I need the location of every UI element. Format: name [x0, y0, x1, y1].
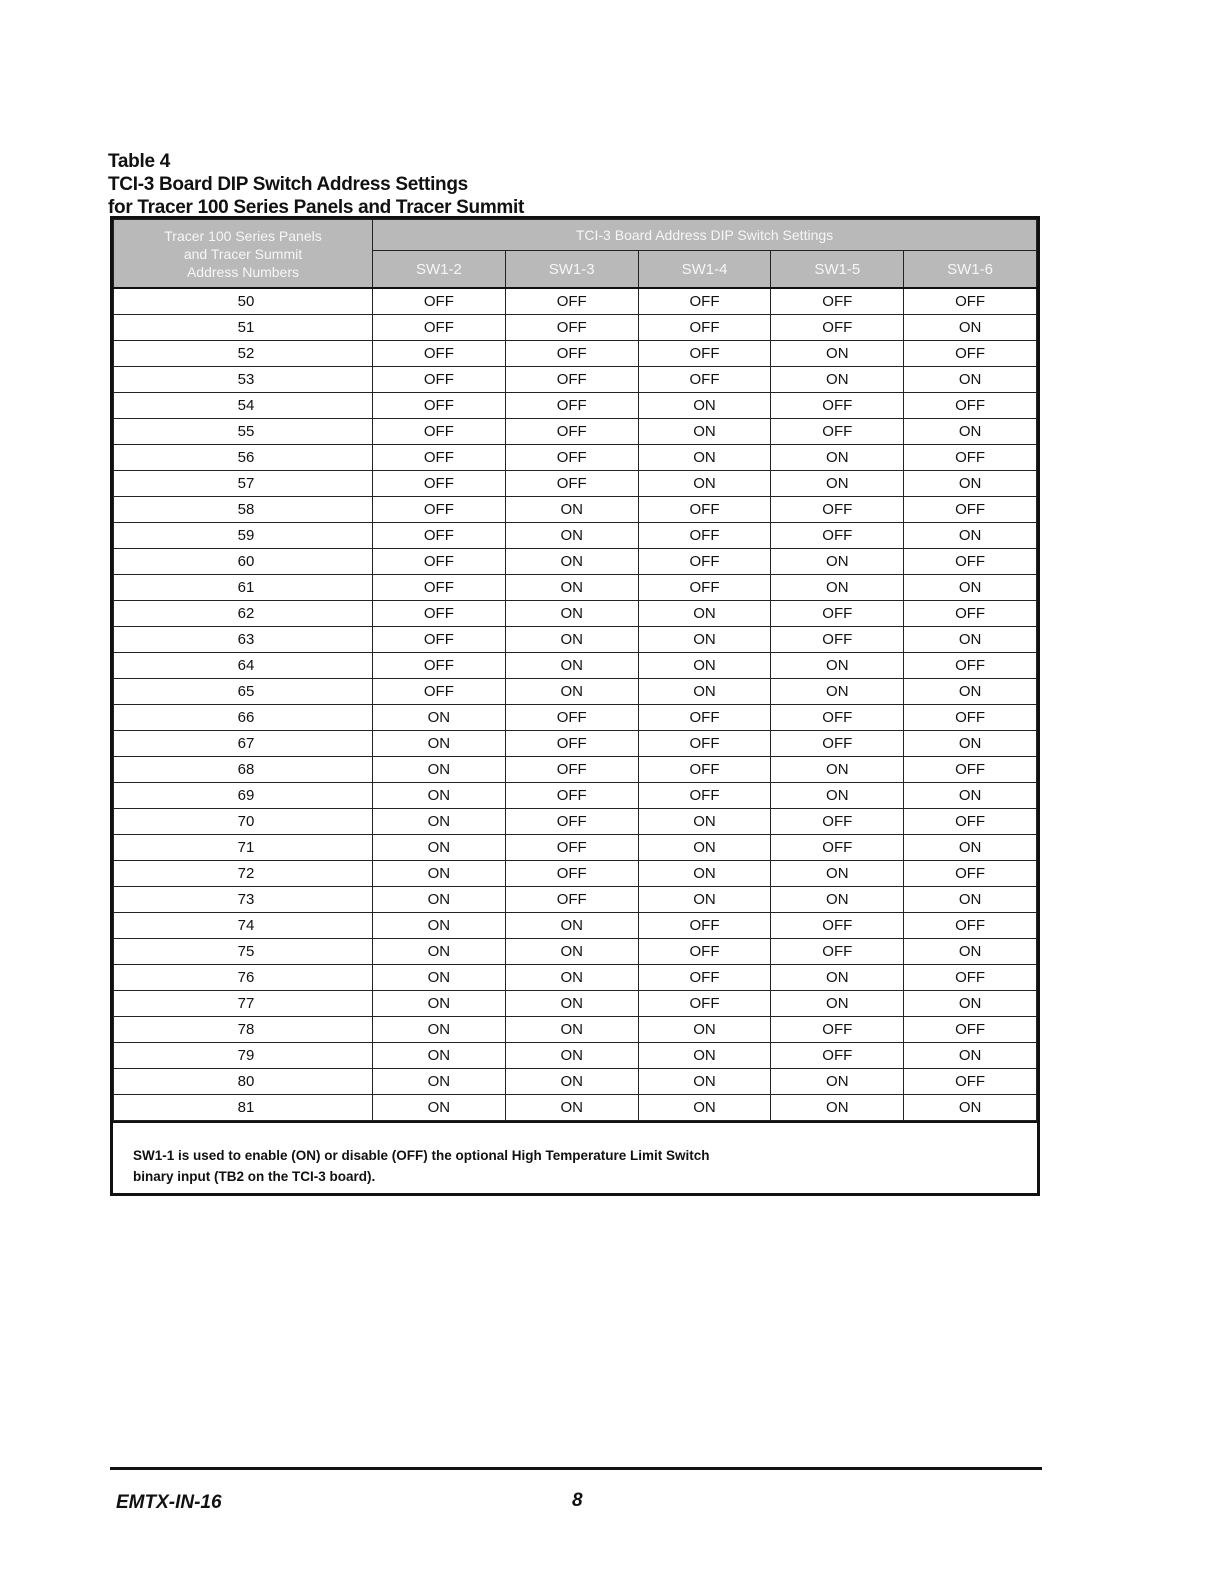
table-row: [114, 731, 1037, 757]
switch-setting-cell: ON: [373, 731, 506, 757]
switch-setting-cell: ON: [505, 549, 638, 575]
switch-setting-cell: OFF: [771, 1043, 904, 1069]
caption-subtitle: for Tracer 100 Series Panels and Tracer Summit: [108, 197, 525, 218]
switch-setting-cell: OFF: [771, 315, 904, 341]
switch-setting-cell: OFF: [505, 757, 638, 783]
document-id: EMTX-IN-16: [116, 1492, 222, 1513]
address-cell: 69: [114, 783, 373, 809]
switch-setting-cell: OFF: [505, 861, 638, 887]
address-cell: 75: [114, 939, 373, 965]
switch-setting-cell: ON: [505, 913, 638, 939]
switch-setting-cell: ON: [373, 887, 506, 913]
switch-setting-cell: ON: [373, 913, 506, 939]
switch-setting-cell: OFF: [505, 367, 638, 393]
switch-setting-cell: OFF: [505, 783, 638, 809]
address-cell: 56: [114, 445, 373, 471]
switch-setting-cell: OFF: [771, 288, 904, 315]
switch-setting-cell: OFF: [638, 757, 771, 783]
switch-setting-cell: ON: [505, 679, 638, 705]
switch-setting-cell: ON: [505, 1017, 638, 1043]
switch-setting-cell: ON: [771, 653, 904, 679]
address-cell: 65: [114, 679, 373, 705]
switch-setting-cell: OFF: [771, 393, 904, 419]
switch-setting-cell: ON: [638, 887, 771, 913]
switch-setting-cell: OFF: [638, 991, 771, 1017]
switch-setting-cell: ON: [373, 965, 506, 991]
switch-setting-cell: ON: [771, 757, 904, 783]
switch-setting-cell: OFF: [904, 965, 1037, 991]
address-cell: 61: [114, 575, 373, 601]
switch-setting-cell: OFF: [904, 445, 1037, 471]
switch-setting-cell: OFF: [505, 887, 638, 913]
caption-table-number: Table 4: [108, 151, 170, 172]
table-footnote: [113, 1121, 1037, 1193]
table-row: [114, 939, 1037, 965]
switch-setting-cell: OFF: [373, 315, 506, 341]
switch-settings-group-header: TCI-3 Board Address DIP Switch Settings: [373, 220, 1037, 251]
switch-setting-cell: ON: [505, 523, 638, 549]
switch-setting-cell: OFF: [373, 497, 506, 523]
address-cell: 52: [114, 341, 373, 367]
address-cell: 55: [114, 419, 373, 445]
switch-setting-cell: OFF: [904, 705, 1037, 731]
address-cell: 72: [114, 861, 373, 887]
switch-setting-cell: ON: [373, 1017, 506, 1043]
address-header-line-1: Tracer 100 Series Panels: [164, 227, 322, 244]
switch-setting-cell: OFF: [771, 835, 904, 861]
switch-setting-cell: OFF: [771, 497, 904, 523]
switch-setting-cell: OFF: [373, 471, 506, 497]
table-row: [114, 1095, 1037, 1121]
address-cell: 73: [114, 887, 373, 913]
switch-setting-cell: OFF: [638, 939, 771, 965]
switch-setting-cell: OFF: [771, 1017, 904, 1043]
switch-setting-cell: ON: [904, 679, 1037, 705]
table-row: [114, 627, 1037, 653]
switch-setting-cell: OFF: [505, 445, 638, 471]
address-cell: 66: [114, 705, 373, 731]
address-cell: 58: [114, 497, 373, 523]
switch-setting-cell: ON: [638, 1095, 771, 1121]
table-row: [114, 887, 1037, 913]
address-header-line-2: and Tracer Summit: [183, 245, 303, 262]
switch-setting-cell: ON: [505, 627, 638, 653]
switch-setting-cell: OFF: [904, 549, 1037, 575]
switch-setting-cell: ON: [638, 627, 771, 653]
switch-setting-cell: ON: [638, 809, 771, 835]
switch-setting-cell: ON: [638, 861, 771, 887]
switch-setting-cell: ON: [373, 705, 506, 731]
switch-setting-cell: ON: [638, 1069, 771, 1095]
table-row: [114, 315, 1037, 341]
table-caption: [108, 150, 524, 219]
table-row: [114, 471, 1037, 497]
switch-setting-cell: ON: [904, 1095, 1037, 1121]
switch-setting-cell: OFF: [638, 575, 771, 601]
table-row: [114, 1017, 1037, 1043]
switch-setting-cell: ON: [373, 757, 506, 783]
switch-setting-cell: OFF: [373, 679, 506, 705]
switch-setting-cell: OFF: [904, 341, 1037, 367]
table-row: [114, 419, 1037, 445]
table-row: [114, 497, 1037, 523]
switch-setting-cell: OFF: [505, 315, 638, 341]
switch-setting-cell: OFF: [771, 913, 904, 939]
column-header-sw1-3: SW1-3: [505, 251, 638, 289]
switch-setting-cell: ON: [771, 575, 904, 601]
switch-setting-cell: ON: [373, 783, 506, 809]
switch-setting-cell: OFF: [373, 367, 506, 393]
table-body: [114, 288, 1037, 1121]
address-cell: 59: [114, 523, 373, 549]
table-row: [114, 523, 1037, 549]
table-row: [114, 991, 1037, 1017]
switch-setting-cell: OFF: [505, 471, 638, 497]
switch-setting-cell: ON: [505, 1043, 638, 1069]
switch-setting-cell: OFF: [638, 731, 771, 757]
switch-setting-cell: OFF: [904, 393, 1037, 419]
switch-setting-cell: OFF: [771, 809, 904, 835]
table-row: [114, 445, 1037, 471]
switch-setting-cell: ON: [904, 523, 1037, 549]
address-cell: 63: [114, 627, 373, 653]
switch-setting-cell: ON: [505, 939, 638, 965]
switch-setting-cell: ON: [904, 627, 1037, 653]
address-header-line-3: Address Numbers: [186, 263, 300, 280]
table-row: [114, 601, 1037, 627]
address-column-header: [114, 220, 373, 289]
switch-setting-cell: OFF: [638, 965, 771, 991]
page-number: 8: [572, 1490, 583, 1511]
table-row: [114, 288, 1037, 315]
switch-setting-cell: ON: [373, 939, 506, 965]
address-cell: 80: [114, 1069, 373, 1095]
switch-setting-cell: ON: [638, 393, 771, 419]
switch-setting-cell: ON: [771, 341, 904, 367]
switch-setting-cell: ON: [373, 835, 506, 861]
table-row: [114, 549, 1037, 575]
address-cell: 50: [114, 288, 373, 315]
switch-setting-cell: OFF: [771, 939, 904, 965]
address-cell: 60: [114, 549, 373, 575]
address-cell: 78: [114, 1017, 373, 1043]
switch-setting-cell: ON: [638, 835, 771, 861]
table-row: [114, 393, 1037, 419]
switch-setting-cell: ON: [638, 419, 771, 445]
switch-setting-cell: OFF: [373, 549, 506, 575]
switch-setting-cell: ON: [638, 653, 771, 679]
switch-setting-cell: ON: [771, 367, 904, 393]
switch-setting-cell: ON: [771, 471, 904, 497]
switch-setting-cell: ON: [904, 835, 1037, 861]
footnote-line-2: binary input (TB2 on the TCI-3 board).: [133, 1169, 376, 1184]
switch-setting-cell: ON: [904, 575, 1037, 601]
switch-setting-cell: OFF: [373, 288, 506, 315]
table-row: [114, 367, 1037, 393]
switch-setting-cell: ON: [904, 367, 1037, 393]
switch-setting-cell: OFF: [373, 627, 506, 653]
switch-setting-cell: OFF: [904, 497, 1037, 523]
switch-setting-cell: ON: [904, 939, 1037, 965]
table-row: [114, 809, 1037, 835]
switch-setting-cell: OFF: [505, 341, 638, 367]
switch-setting-cell: ON: [638, 1017, 771, 1043]
switch-setting-cell: OFF: [505, 288, 638, 315]
switch-setting-cell: ON: [904, 783, 1037, 809]
switch-setting-cell: OFF: [771, 523, 904, 549]
switch-setting-cell: ON: [904, 419, 1037, 445]
table-row: [114, 835, 1037, 861]
switch-setting-cell: ON: [904, 1043, 1037, 1069]
switch-setting-cell: OFF: [505, 731, 638, 757]
address-cell: 76: [114, 965, 373, 991]
switch-setting-cell: OFF: [505, 809, 638, 835]
switch-setting-cell: OFF: [638, 341, 771, 367]
switch-setting-cell: OFF: [904, 601, 1037, 627]
switch-setting-cell: OFF: [771, 705, 904, 731]
table-row: [114, 1043, 1037, 1069]
dip-switch-table: [110, 216, 1040, 1196]
switch-setting-cell: ON: [373, 1043, 506, 1069]
switch-setting-cell: OFF: [771, 601, 904, 627]
switch-setting-cell: OFF: [373, 393, 506, 419]
caption-title: TCI-3 Board DIP Switch Address Settings: [108, 174, 468, 195]
table-row: [114, 1069, 1037, 1095]
switch-setting-cell: OFF: [904, 809, 1037, 835]
table-row: [114, 705, 1037, 731]
switch-setting-cell: OFF: [904, 653, 1037, 679]
switch-setting-cell: OFF: [638, 705, 771, 731]
switch-setting-cell: ON: [505, 575, 638, 601]
switch-setting-cell: OFF: [638, 523, 771, 549]
switch-setting-cell: OFF: [373, 445, 506, 471]
switch-setting-cell: ON: [638, 445, 771, 471]
switch-setting-cell: OFF: [373, 341, 506, 367]
switch-setting-cell: ON: [771, 991, 904, 1017]
switch-setting-cell: ON: [638, 679, 771, 705]
switch-setting-cell: ON: [505, 991, 638, 1017]
switch-setting-cell: OFF: [904, 1069, 1037, 1095]
switch-setting-cell: OFF: [373, 601, 506, 627]
switch-setting-cell: ON: [771, 965, 904, 991]
switch-setting-cell: ON: [904, 471, 1037, 497]
address-cell: 53: [114, 367, 373, 393]
switch-setting-cell: ON: [638, 1043, 771, 1069]
column-header-sw1-4: SW1-4: [638, 251, 771, 289]
switch-setting-cell: ON: [505, 1069, 638, 1095]
switch-setting-cell: ON: [771, 783, 904, 809]
footnote-line-1: SW1-1 is used to enable (ON) or disable (OFF) the optional High Temperature Limit Switch: [133, 1148, 710, 1163]
column-header-sw1-5: SW1-5: [771, 251, 904, 289]
switch-setting-cell: ON: [771, 1095, 904, 1121]
switch-setting-cell: OFF: [904, 913, 1037, 939]
switch-setting-cell: OFF: [373, 653, 506, 679]
switch-setting-cell: ON: [373, 861, 506, 887]
switch-setting-cell: OFF: [505, 393, 638, 419]
table-row: [114, 913, 1037, 939]
switch-setting-cell: OFF: [638, 549, 771, 575]
column-header-sw1-2: SW1-2: [373, 251, 506, 289]
switch-setting-cell: ON: [638, 601, 771, 627]
address-cell: 67: [114, 731, 373, 757]
switch-setting-cell: OFF: [638, 288, 771, 315]
switch-setting-cell: OFF: [373, 419, 506, 445]
switch-setting-cell: OFF: [505, 419, 638, 445]
switch-setting-cell: ON: [904, 991, 1037, 1017]
switch-setting-cell: OFF: [638, 315, 771, 341]
address-cell: 68: [114, 757, 373, 783]
switch-setting-cell: ON: [771, 1069, 904, 1095]
switch-setting-cell: ON: [505, 1095, 638, 1121]
address-cell: 79: [114, 1043, 373, 1069]
switch-setting-cell: OFF: [904, 288, 1037, 315]
table-row: [114, 861, 1037, 887]
address-cell: 77: [114, 991, 373, 1017]
table-row: [114, 757, 1037, 783]
address-cell: 64: [114, 653, 373, 679]
address-cell: 57: [114, 471, 373, 497]
switch-setting-cell: ON: [373, 1095, 506, 1121]
address-cell: 62: [114, 601, 373, 627]
switch-setting-cell: ON: [505, 497, 638, 523]
switch-setting-cell: ON: [505, 965, 638, 991]
switch-setting-cell: OFF: [638, 913, 771, 939]
switch-setting-cell: OFF: [505, 705, 638, 731]
table-row: [114, 965, 1037, 991]
switch-setting-cell: OFF: [771, 731, 904, 757]
switch-setting-cell: ON: [505, 653, 638, 679]
switch-setting-cell: ON: [373, 991, 506, 1017]
switch-setting-cell: ON: [771, 445, 904, 471]
address-cell: 51: [114, 315, 373, 341]
switch-setting-cell: OFF: [505, 835, 638, 861]
switch-setting-cell: ON: [904, 887, 1037, 913]
switch-setting-cell: OFF: [638, 367, 771, 393]
table-row: [114, 653, 1037, 679]
switch-setting-cell: OFF: [638, 783, 771, 809]
switch-setting-cell: ON: [505, 601, 638, 627]
switch-setting-cell: OFF: [638, 497, 771, 523]
footer-divider: [110, 1467, 1042, 1470]
address-cell: 81: [114, 1095, 373, 1121]
switch-setting-cell: ON: [771, 861, 904, 887]
table-row: [114, 575, 1037, 601]
address-cell: 71: [114, 835, 373, 861]
switch-setting-cell: ON: [771, 549, 904, 575]
switch-setting-cell: ON: [771, 887, 904, 913]
switch-setting-cell: OFF: [373, 523, 506, 549]
address-cell: 54: [114, 393, 373, 419]
switch-setting-cell: OFF: [904, 861, 1037, 887]
address-cell: 74: [114, 913, 373, 939]
address-cell: 70: [114, 809, 373, 835]
switch-setting-cell: ON: [373, 809, 506, 835]
column-header-sw1-6: SW1-6: [904, 251, 1037, 289]
switch-setting-cell: ON: [771, 679, 904, 705]
table-row: [114, 679, 1037, 705]
switch-setting-cell: OFF: [373, 575, 506, 601]
switch-setting-cell: ON: [638, 471, 771, 497]
switch-setting-cell: OFF: [904, 1017, 1037, 1043]
table-row: [114, 783, 1037, 809]
switch-setting-cell: ON: [904, 731, 1037, 757]
switch-setting-cell: OFF: [771, 627, 904, 653]
switch-setting-cell: OFF: [904, 757, 1037, 783]
switch-setting-cell: ON: [904, 315, 1037, 341]
switch-setting-cell: ON: [373, 1069, 506, 1095]
switch-setting-cell: OFF: [771, 419, 904, 445]
table-row: [114, 341, 1037, 367]
